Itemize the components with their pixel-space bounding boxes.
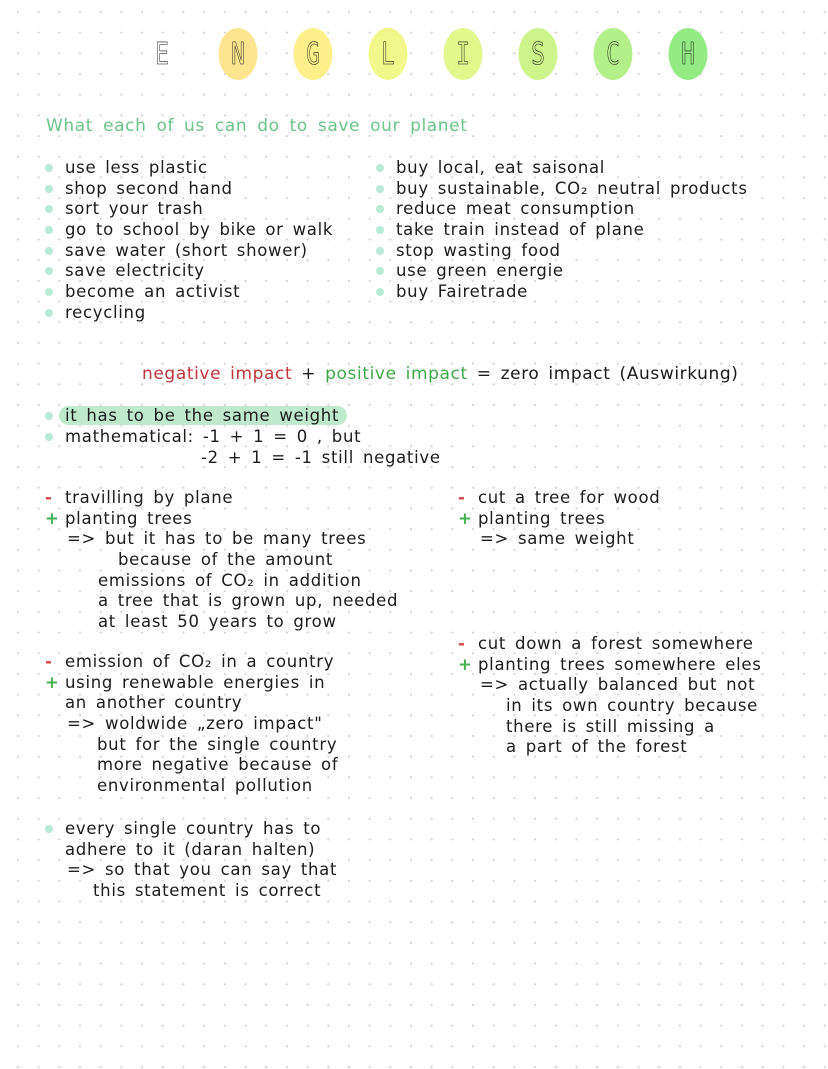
title-letter-i: I <box>444 28 483 80</box>
minus-sign-icon: - <box>45 488 53 507</box>
list-item: use green energie <box>376 261 748 282</box>
list-item: buy Fairetrade <box>376 282 748 303</box>
impact-equation <box>142 364 739 384</box>
bullet-dot-icon <box>376 185 384 193</box>
bullet-dot-icon <box>376 288 384 296</box>
plus-sign-icon: + <box>45 672 60 692</box>
list-item: shop second hand <box>45 179 333 200</box>
list-item <box>45 427 361 448</box>
minus-sign-icon: - <box>458 488 466 507</box>
list-item: take train instead of plane <box>376 220 748 241</box>
plus-sign-icon: + <box>45 508 60 528</box>
bullet-dot-icon <box>45 288 53 296</box>
section-heading: What each of us can do to save our planet <box>46 116 468 136</box>
list-item: use less plastic <box>45 158 333 179</box>
list-item: save water (short shower) <box>45 241 333 262</box>
bullet-dot-icon <box>45 433 53 441</box>
minus-sign-icon: - <box>45 652 53 671</box>
minus-sign-icon: - <box>458 634 466 653</box>
math-line-2: -2 + 1 = -1 still negative <box>201 448 441 467</box>
plus-symbol: + <box>301 364 317 384</box>
bullet-dot-icon <box>376 247 384 255</box>
example-wood: - cut a tree for wood + planting trees => same weight <box>458 488 661 549</box>
example-forest: - cut down a forest somewhere + planting trees somewhere eles => actually balanced but not in its own country because there is still missing a a part of the forest <box>458 634 762 757</box>
bullet-dot-icon <box>376 164 384 172</box>
title-letter-e: E <box>155 36 169 72</box>
math-line-1: -1 + 1 = 0 , but <box>202 426 362 446</box>
rules-list <box>45 406 361 447</box>
bullet-dot-icon <box>376 205 384 213</box>
actions-list-left <box>45 158 333 324</box>
title-letter-h: H <box>669 28 708 80</box>
math-label: mathematical: <box>65 426 194 446</box>
plus-sign-icon: + <box>458 508 473 528</box>
list-item: buy sustainable, CO₂ neutral products <box>376 179 748 200</box>
bullet-dot-icon <box>45 205 53 213</box>
list-item: sort your trash <box>45 199 333 220</box>
example-country: - emission of CO₂ in a country + using renewable energies in an another country => woldwide „zero impact" but for the single country more negative because of environmental pollution <box>45 652 339 796</box>
bullet-dot-icon <box>45 412 53 420</box>
title-letter-g: G <box>294 28 333 80</box>
title-letter-n: N <box>219 28 258 80</box>
list-item: stop wasting food <box>376 241 748 262</box>
bullet-dot-icon <box>376 226 384 234</box>
bullet-dot-icon <box>45 825 53 833</box>
title-banner <box>0 0 828 110</box>
list-item: go to school by bike or walk <box>45 220 333 241</box>
title-letter-s: S <box>519 28 558 80</box>
title-letter-l: L <box>369 28 408 80</box>
bullet-dot-icon <box>45 247 53 255</box>
bullet-dot-icon <box>45 185 53 193</box>
actions-list-right <box>376 158 748 303</box>
list-item: reduce meat consumption <box>376 199 748 220</box>
equals-result: = zero impact (Auswirkung) <box>476 364 739 384</box>
conclusion: every single country has to adhere to it (daran halten) => so that you can say that this statement is correct <box>45 819 337 902</box>
highlighted-rule: it has to be the same weight <box>59 406 347 425</box>
bullet-dot-icon <box>45 267 53 275</box>
bullet-dot-icon <box>376 267 384 275</box>
negative-impact-label: negative impact <box>142 364 293 384</box>
list-item: recycling <box>45 303 333 324</box>
bullet-dot-icon <box>45 309 53 317</box>
list-item: buy local, eat saisonal <box>376 158 748 179</box>
bullet-dot-icon <box>45 226 53 234</box>
list-item: save electricity <box>45 261 333 282</box>
title-letter-c: C <box>594 28 633 80</box>
plus-sign-icon: + <box>458 654 473 674</box>
list-item <box>45 406 361 427</box>
bullet-dot-icon <box>45 164 53 172</box>
list-item: become an activist <box>45 282 333 303</box>
example-plane: - travilling by plane + planting trees => but it has to be many trees because of the amount emissions of CO₂ in addition a tree that is grown up, needed at least 50 years to grow <box>45 488 399 632</box>
positive-impact-label: positive impact <box>325 364 468 384</box>
